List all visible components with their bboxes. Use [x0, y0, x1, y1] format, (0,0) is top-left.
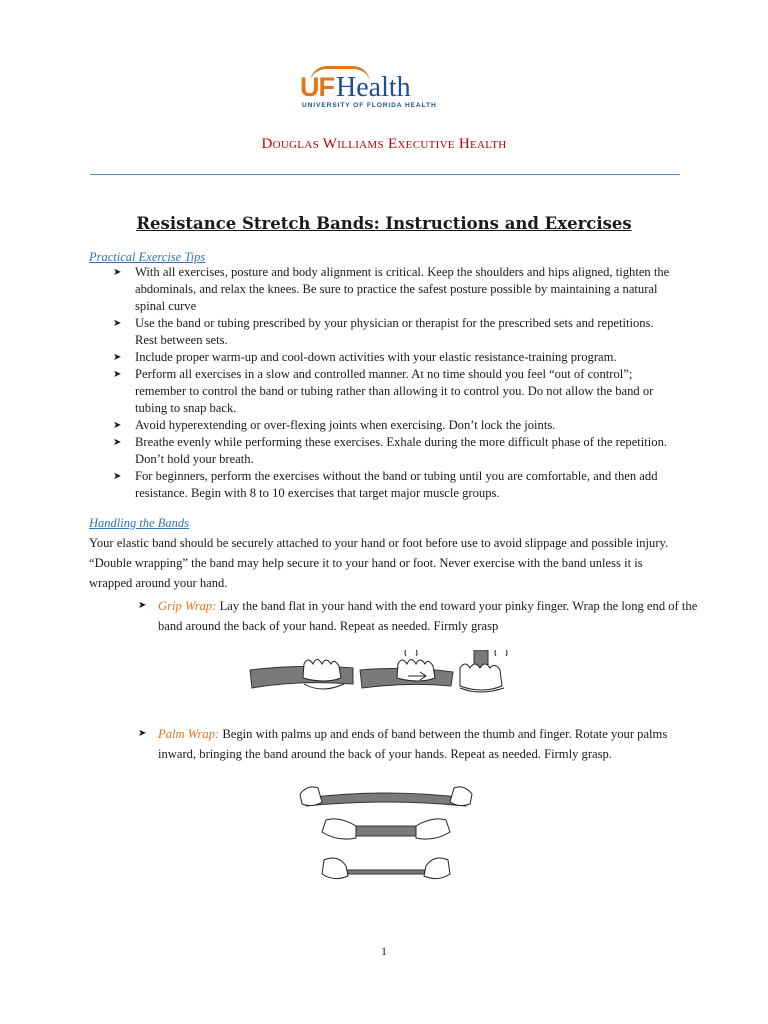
grip-wrap-label: Grip Wrap:	[158, 599, 217, 613]
list-item: ➤ Breathe evenly while performing these exercises. Exhale during the more difficult phase of the repetition. Don’t hold your breath.	[113, 435, 668, 466]
arrow-bullet-icon: ➤	[113, 369, 122, 380]
arrow-bullet-icon: ➤	[138, 728, 147, 739]
list-item: ➤ Include proper warm-up and cool-down activities with your elastic resistance-training program.	[113, 350, 617, 364]
uf-health-logo	[300, 66, 468, 110]
arrow-bullet-icon: ➤	[113, 420, 122, 431]
page-title: Resistance Stretch Bands: Instructions and Exercises	[136, 214, 632, 233]
org-name: Douglas Williams Executive Health	[261, 136, 507, 152]
arrow-bullet-icon: ➤	[113, 352, 122, 363]
palm-wrap-label: Palm Wrap:	[158, 727, 220, 741]
handling-paragraph: Your elastic band should be securely attached to your hand or foot before use to avoid slippage and possible injury. “Double wrapping” the band may help secure it to your hand or foot. Never exercise with the band unless it is wrapped around your hand.	[89, 536, 669, 590]
header-divider	[90, 174, 680, 175]
palm-wrap-item	[136, 724, 698, 764]
arrow-bullet-icon: ➤	[113, 437, 122, 448]
grip-wrap-illustration	[248, 650, 528, 698]
palm-wrap-illustration	[296, 780, 476, 884]
logo-uf: UF	[300, 72, 334, 102]
list-item: ➤ Avoid hyperextending or over-flexing joints when exercising. Don’t lock the joints.	[113, 418, 556, 432]
palm-wrap-text: Begin with palms up and ends of band between the thumb and finger. Rotate your palms inward, bringing the band around the back of your hands. Repeat as needed. Firmly grasp.	[158, 727, 668, 761]
grip-wrap-text: Lay the band flat in your hand with the end toward your pinky finger. Wrap the long end of the band around the back of your hand. Repeat as needed. Firmly grasp	[158, 599, 698, 633]
page-number: 1	[381, 944, 387, 958]
list-item: ➤ For beginners, perform the exercises without the band or tubing until you are comfortable, and then add resistance. Begin with 8 to 10 exercises that target major muscle groups.	[113, 469, 658, 500]
arrow-bullet-icon: ➤	[113, 318, 122, 329]
arrow-bullet-icon: ➤	[113, 471, 122, 482]
logo-subtitle: UNIVERSITY OF FLORIDA HEALTH	[302, 102, 437, 109]
practical-tips-heading: Practical Exercise Tips	[89, 250, 206, 264]
logo-health: Health	[336, 72, 411, 103]
handling-bands-heading: Handling the Bands	[89, 516, 189, 530]
tips-list	[111, 264, 671, 502]
grip-wrap-item	[136, 596, 698, 636]
list-item: ➤ With all exercises, posture and body alignment is critical. Keep the shoulders and hips aligned, tighten the abdominals, and relax the knees. Be sure to practice the safest posture possible by maintaining a natural spinal curve	[113, 265, 670, 313]
list-item: ➤ Use the band or tubing prescribed by your physician or therapist for the prescribed sets and repetitions. Rest between sets.	[113, 316, 654, 347]
arrow-bullet-icon: ➤	[113, 267, 122, 278]
list-item: ➤ Perform all exercises in a slow and controlled manner. At no time should you feel “out of control”; remember to control the band or tubing rather than allowing it to control you. Do not allow the band or tubing to snap back.	[113, 367, 654, 415]
arrow-bullet-icon: ➤	[138, 600, 147, 611]
